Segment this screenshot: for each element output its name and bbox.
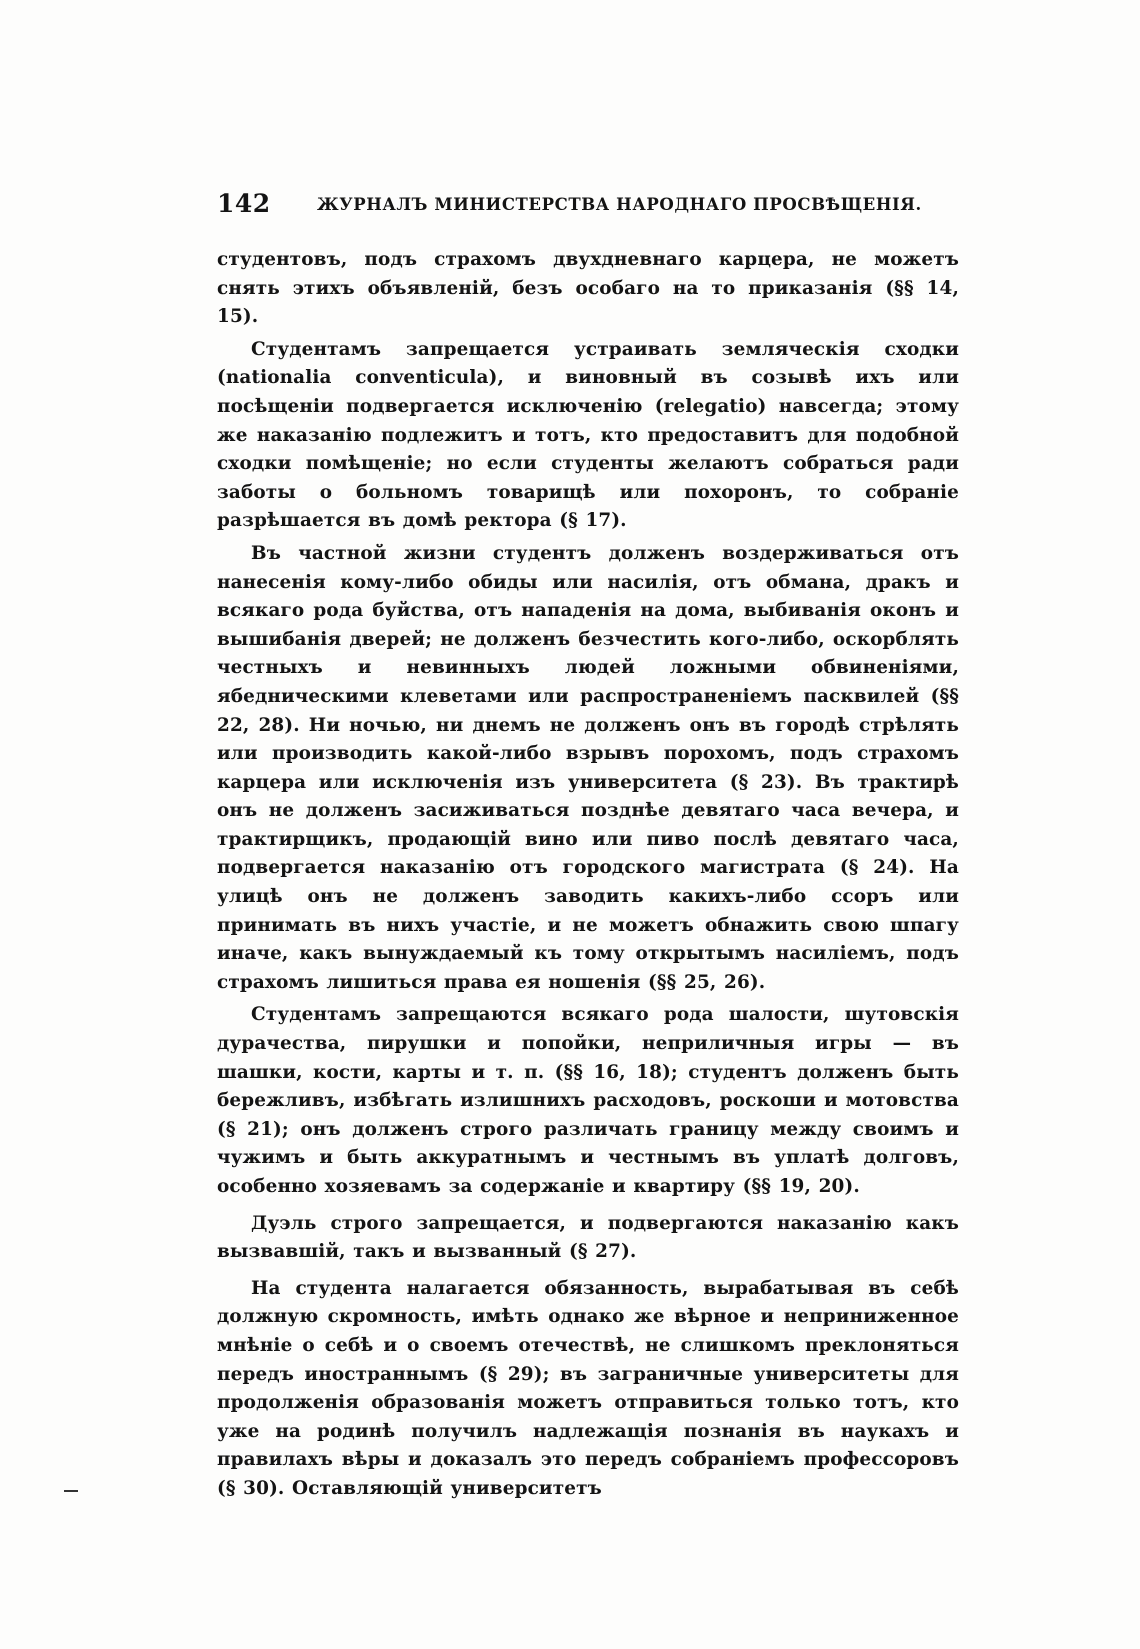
page-number: 142 (217, 189, 271, 218)
paragraph-prohibitions: Студентамъ запрещаются всякаго рода шалости, шутовскія дурачества, пирушки и попойки, неприличныя игры — въ шашки, кости, карты и т. п. (§§ 16, 18); студентъ долженъ быть бережливъ, избѣгать излишнихъ расходовъ, роскоши и мотовства (§ 21); онъ долженъ строго различать границу между своимъ и чужимъ и быть аккуратнымъ и честнымъ въ уплатѣ долговъ, особенно хозяевамъ за содержаніе и квартиру (§§ 19, 20). (217, 1004, 959, 1197)
paragraph-gatherings: Студентамъ запрещается устраивать земляческія сходки (nationalia conventicula), и виновный въ созывѣ ихъ или посѣщеніи подвергается исключенію (relegatio) навсегда; этому же наказанію подлежитъ и тотъ, кто предоставитъ для подобной сходки помѣщеніе; но если студенты желаютъ собраться ради заботы о больномъ товарищѣ или похоронъ, то собраніе разрѣшается въ домѣ ректора (§ 17). (217, 338, 959, 532)
margin-mark (64, 1490, 78, 1492)
running-head (217, 190, 957, 222)
journal-title: ЖУРНАЛЪ МИНИСТЕРСТВА НАРОДНАГО ПРОСВѢЩЕНІЯ. (317, 195, 922, 214)
paragraph-obligations: На студента налагается обязанность, вырабатывая въ себѣ должную скромность, имѣть однако же вѣрное и неприниженное мнѣніе о себѣ и о своемъ отечествѣ, не слишкомъ преклоняться передъ иностраннымъ (§ 29); въ заграничные университеты для продолженія образованія можетъ отправиться только тотъ, кто уже на родинѣ получилъ надлежащія познанія въ наукахъ и правилахъ вѣры и доказалъ это передъ собраніемъ профессоровъ (§ 30). Оставляющій университетъ (217, 1277, 959, 1499)
body-text (217, 246, 959, 1504)
paragraph-continuation: студентовъ, подъ страхомъ двухдневнаго карцера, не можетъ снять этихъ объявленій, безъ особаго на то приказанія (§§ 14, 15). (217, 249, 959, 328)
paragraph-duel: Дуэль строго запрещается, и подвергаются наказанію какъ вызвавшій, такъ и вызванный (§ 27). (217, 1212, 959, 1263)
paragraph-private-life: Въ частной жизни студентъ долженъ воздерживаться отъ нанесенія кому-либо обиды или насилія, отъ обмана, дракъ и всякаго рода буйства, отъ нападенія на дома, выбиванія оконъ и вышибанія дверей; не долженъ безчестить кого-либо, оскорблять честныхъ и невинныхъ людей ложными обвиненіями, ябедническими клеветами или распространеніемъ пасквилей (§§ 22, 28). Ни ночью, ни днемъ не долженъ онъ въ городѣ стрѣлять или производить какой-либо взрывъ порохомъ, подъ страхомъ карцера или исключенія изъ университета (§ 23). Въ трактирѣ онъ не долженъ засиживаться позднѣе девятаго часа вечера, и трактирщикъ, продающій вино или пиво послѣ девятаго часа, подвергается наказанію отъ городского магистрата (§ 24). На улицѣ онъ не долженъ заводить какихъ-либо ссоръ или принимать въ нихъ участіе, и не можетъ обнажить свою шпагу иначе, какъ вынуждаемый къ тому открытымъ насиліемъ, подъ страхомъ лишиться права ея ношенія (§§ 25, 26). (217, 542, 959, 993)
